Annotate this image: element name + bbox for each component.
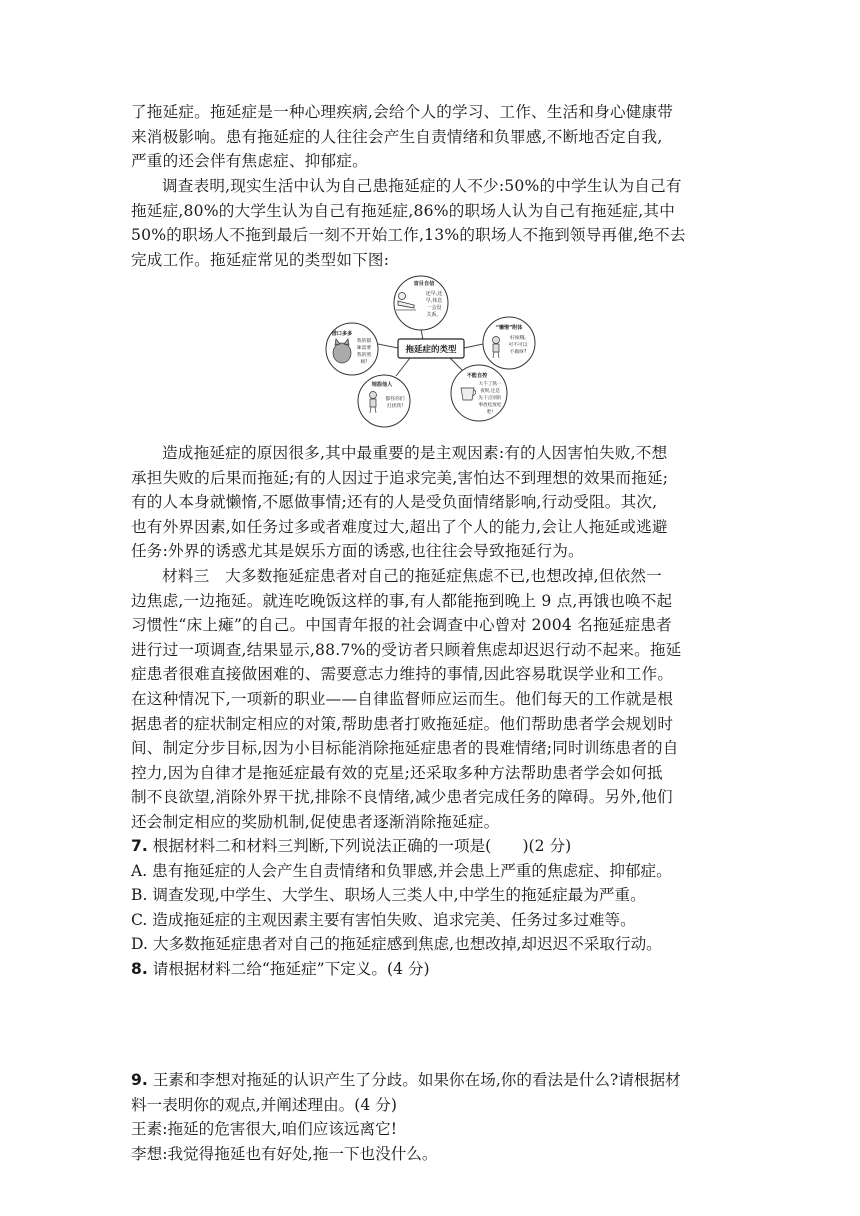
question-text: 料一表明你的观点,并阐述理由。(4 分): [131, 1095, 397, 1114]
dialogue-line-wangsu: 王素:拖延的危害很大,咱们应该远离它!: [131, 1120, 397, 1139]
question-9: [131, 1068, 731, 1166]
text-line: 来消极影响。患有拖延症的人往往会产生自责情绪和负罪感,不断地否定自我,: [131, 127, 663, 146]
question-text: 根据材料二和材料三判断,下列说法正确的一项是( )(2 分): [152, 837, 572, 855]
question-text: 王素和李想对拖延的认识产生了分歧。如果你在场,你的看法是什么?请根据材: [152, 1071, 681, 1089]
bubble-title: 盲目自信: [413, 281, 435, 287]
paragraph-material-three: [131, 564, 731, 835]
question-7: [131, 834, 731, 957]
option-c: C. 造成拖延症的主观因素主要有害怕失败、追求完美、任务过多过难等。: [131, 910, 636, 929]
svg-text:关系。: 关系。: [426, 312, 442, 318]
text-line: 拖延症,80%的大学生认为自己有拖延症,86%的职场人认为自己有拖延症,其中: [131, 201, 676, 220]
text-line: 进行过一项调查,结果显示,88.7%的受访者只顾着焦虑却迟迟行动不起来。拖延: [131, 640, 682, 659]
question-number: 7.: [131, 837, 148, 855]
svg-text:夜呗,还是: 夜呗,还是: [480, 389, 500, 394]
svg-text:事放松放松: 事放松放松: [478, 403, 502, 408]
svg-text:我的照: 我的照: [356, 353, 372, 358]
svg-text:先干点别的: 先干点别的: [478, 396, 502, 401]
svg-text:顾!: 顾!: [360, 360, 368, 365]
text-line: 习惯性“床上瘫”的自己。中国青年报的社会调查中心曾对 2004 名拖延症患者: [131, 616, 672, 635]
svg-text:可不可以: 可不可以: [508, 343, 528, 348]
svg-text:好烦哦,: 好烦哦,: [510, 336, 526, 341]
svg-text:都怪你们: 都怪你们: [385, 397, 405, 402]
svg-text:咪需要: 咪需要: [356, 346, 372, 351]
text-line: 50%的职场人不拖到最后一刻不开始工作,13%的职场人不拖到领导再催,绝不去: [131, 226, 686, 245]
option-b: B. 调查发现,中学生、大学生、职场人三类人中,中学生的拖延症最为严重。: [131, 886, 646, 905]
question-number: 9.: [131, 1071, 148, 1089]
text-line: 也有外界因素,如任务过多或者难度过大,超出了个人的能力,会让人拖延或逃避: [131, 517, 668, 536]
figure-center-label: 拖延症的类型: [405, 345, 457, 355]
svg-text:“懒惰”附体: “懒惰”附体: [495, 325, 523, 331]
option-a: A. 患有拖延症的人会产生自责情绪和负罪感,并会患上严重的焦虑症、抑郁症。: [131, 861, 672, 880]
figure-bubble-many-excuses: [326, 323, 378, 375]
text-line: 调查表明,现实生活中认为自己患拖延症的人不少:50%的中学生认为自己有: [162, 177, 682, 195]
question-text: 请根据材料二给“拖延症”下定义。(4 分): [152, 960, 430, 978]
text-line: 制不良欲望,消除外界干扰,排除不良情绪,减少患者完成任务的障碍。另外,他们: [131, 788, 673, 807]
svg-text:不做呀?: 不做呀?: [509, 350, 527, 355]
text-line: 了拖延症。拖延症是一种心理疾病,会给个人的学习、工作、生活和身心健康带: [131, 103, 674, 121]
svg-text:大不了熬一: 大不了熬一: [478, 382, 502, 387]
figure-bubble-blind-confidence: [394, 276, 448, 330]
text-line: 任务:外界的诱惑尤其是娱乐方面的诱惑,也往往会导致拖延行为。: [131, 542, 584, 561]
svg-text:还早,还: 还早,还: [425, 291, 443, 297]
dialogue-line-lixiang: 李想:我觉得拖延也有好处,拖一下也没什么。: [131, 1144, 438, 1163]
svg-text:不能自控: 不能自控: [466, 373, 488, 379]
figure-bubble-blame-others: [358, 375, 410, 427]
svg-text:我的猫: 我的猫: [356, 339, 372, 344]
text-line: 还会制定相应的奖励机制,促使患者逐渐消除拖延症。: [131, 812, 500, 831]
svg-text:借口多多: 借口多多: [331, 331, 353, 337]
figure-bubble-laziness: [483, 317, 535, 369]
text-line: 造成拖延症的原因很多,其中最重要的是主观因素:有的人因害怕失败,不想: [162, 444, 668, 462]
text-line: 边焦虑,一边拖延。就连吃晚饭这样的事,有人都能拖到晚上 9 点,再饿也唤不起: [131, 591, 673, 610]
question-8: [131, 957, 731, 982]
svg-text:埋怨他人: 埋怨他人: [371, 382, 393, 388]
paragraph-intro: [131, 100, 731, 174]
svg-text:一会没: 一会没: [426, 305, 442, 311]
paragraph-survey: [131, 174, 731, 272]
text-line: 材料三 大多数拖延症患者对自己的拖延症焦虑不已,也想改掉,但依然一: [162, 567, 662, 585]
text-line: 严重的还会伴有焦虑症、抑郁症。: [131, 152, 368, 171]
figure-bubble-no-self-control: [451, 365, 507, 421]
question-number: 8.: [131, 960, 148, 978]
question-stem: [131, 834, 731, 859]
text-line: 控力,因为自律才是拖延症最有效的克星;还采取多种方法帮助患者学会如何抵: [131, 763, 663, 782]
text-line: 据患者的症状制定相应的对策,帮助患者打败拖延症。他们帮助患者学会规划时: [131, 714, 674, 733]
text-line: 有的人本身就懒惰,不愿做事情;还有的人是受负面情绪影响,行动受阻。其次,: [131, 493, 658, 512]
text-line: 完成工作。拖延症常见的类型如下图:: [131, 250, 390, 269]
text-line: 承担失败的后果而拖延;有的人因过于追求完美,害怕达不到理想的效果而拖延;: [131, 468, 669, 487]
procrastination-types-figure: [318, 274, 548, 434]
text-line: 症患者很难直接做困难的、需要意志力维持的事情,因此容易耽误学业和工作。: [131, 665, 674, 684]
option-d: D. 大多数拖延症患者对自己的拖延症感到焦虑,也想改掉,却迟迟不采取行动。: [131, 935, 662, 954]
text-line: 间、制定分步目标,因为小目标能消除拖延症患者的畏难情绪;同时训练患者的自: [131, 739, 679, 758]
svg-text:早,休息: 早,休息: [425, 298, 443, 304]
figure-center-box: [398, 339, 464, 358]
svg-text:打扰我!: 打扰我!: [386, 404, 404, 409]
svg-text:吧!: 吧!: [486, 410, 494, 415]
paragraph-causes: [131, 441, 731, 564]
text-line: 在这种情况下,一项新的职业——自律监督师应运而生。他们每天的工作就是根: [131, 689, 674, 708]
